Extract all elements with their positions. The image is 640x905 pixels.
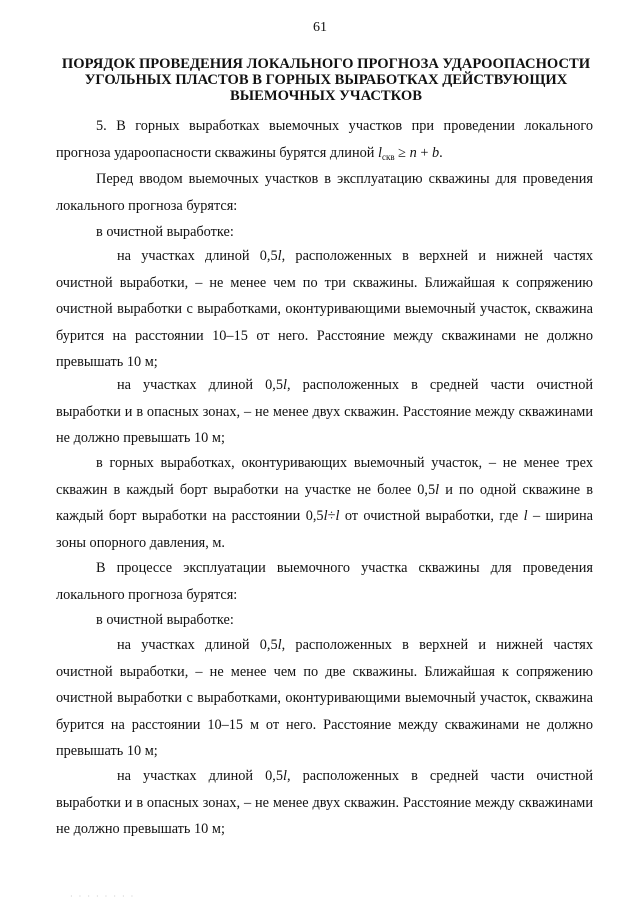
- paragraph-8-text: в очистной выработке:: [96, 612, 234, 628]
- b-symbol: b: [431, 144, 440, 161]
- l-symbol: l: [323, 508, 328, 524]
- paragraph-3-text: в очистной выработке:: [96, 224, 234, 240]
- l-symbol: l: [277, 248, 282, 264]
- paragraph-5-text-b: , расположенных в средней части очистной выработки и в опасных зонах, – не менее двух скважин. Расстояние между скважинами не должно превышать 10 м;: [56, 377, 593, 446]
- section-heading: [40, 56, 612, 104]
- l-symbol: l: [435, 481, 440, 498]
- l-symbol: l: [283, 768, 287, 784]
- l-symbol: l: [335, 508, 340, 524]
- paragraph-2-text: Перед вводом выемочных участков в эксплуатацию скважины для проведения локального прогноза бурятся:: [56, 171, 593, 214]
- division-sign: ÷: [327, 508, 336, 524]
- paragraph-4: [56, 243, 593, 376]
- paragraph-5: [56, 372, 593, 452]
- paragraph-6-text-b: и по одной скважине в каждый борт выработки на расстоянии 0,5: [56, 481, 593, 524]
- heading-line-3: ВЫЕМОЧНЫХ УЧАСТКОВ: [230, 88, 422, 104]
- paragraph-7-text: В процессе эксплуатации выемочного участка скважины для проведения локального прогноза бурятся:: [56, 560, 593, 603]
- paragraph-4-text-b: , расположенных в верхней и нижней частях очистной выработки, – не менее чем по три скважины. Ближайшая к сопряжению очистной выработки с выработками, оконтуривающими выемочный участок, скважина бурится на расстоянии 10–15 от него. Расстояние между скважинами не должно превышать 10 м;: [56, 248, 593, 370]
- l-symbol: l: [283, 377, 287, 393]
- paragraph-10: [56, 763, 593, 843]
- page-number: 61: [313, 20, 327, 35]
- paragraph-9-text-a: на участках длиной 0,5: [117, 637, 278, 653]
- paragraph-5-text-a: на участках длиной 0,5: [117, 377, 283, 393]
- period: .: [439, 144, 443, 161]
- l-symbol: l: [523, 508, 528, 524]
- paragraph-6-text-d: – ширина зоны опорного давления, м.: [56, 508, 593, 551]
- paragraph-8: [56, 607, 593, 634]
- n-symbol: n: [409, 144, 417, 161]
- length-symbol: l: [377, 144, 382, 161]
- paragraph-9-text-b: , расположенных в верхней и нижней частях очистной выработки, – не менее чем по две скважины. Ближайшая к сопряжению очистной выработки с выработками, оконтуривающими выемочный участок, скважина бурится на расстоянии 10–15 м от него. Расстояние между скважинами не должно превышать 10 м;: [56, 637, 593, 759]
- paragraph-2: [56, 166, 593, 219]
- paragraph-6-text-c: от очистной выработки, где: [339, 508, 524, 524]
- scan-artifact: · · · · · · · ·: [70, 892, 136, 901]
- paragraph-3: [56, 219, 593, 246]
- paragraph-6-text-a: в горных выработках, оконтуривающих выемочный участок, – не менее трех скважин в каждый борт выработки на участке не более 0,5: [56, 455, 593, 498]
- paragraph-10-text-a: на участках длиной 0,5: [117, 768, 283, 784]
- heading-line-1: ПОРЯДОК ПРОВЕДЕНИЯ ЛОКАЛЬНОГО ПРОГНОЗА УДАРООПАСНОСТИ: [61, 56, 591, 72]
- paragraph-10-text-b: , расположенных в средней части очистной выработки и в опасных зонах, – не менее двух скважин. Расстояние между скважинами не должно превышать 10 м;: [56, 768, 593, 837]
- paragraph-4-text-a: на участках длиной 0,5: [117, 248, 278, 264]
- geq-sign: ≥: [394, 144, 410, 161]
- l-symbol: l: [277, 637, 282, 653]
- heading-line-2: УГОЛЬНЫХ ПЛАСТОВ В ГОРНЫХ ВЫРАБОТКАХ ДЕЙСТВУЮЩИХ: [84, 72, 568, 88]
- paragraph-1: [56, 113, 593, 170]
- paragraph-7: [56, 555, 593, 608]
- paragraph-6: [56, 450, 593, 556]
- paragraph-1-text: 5. В горных выработках выемочных участков при проведении локального прогноза удароопасности скважины бурятся длиной: [56, 118, 593, 161]
- length-subscript: скв: [381, 151, 395, 162]
- paragraph-9: [56, 632, 593, 765]
- plus-sign: +: [416, 144, 432, 161]
